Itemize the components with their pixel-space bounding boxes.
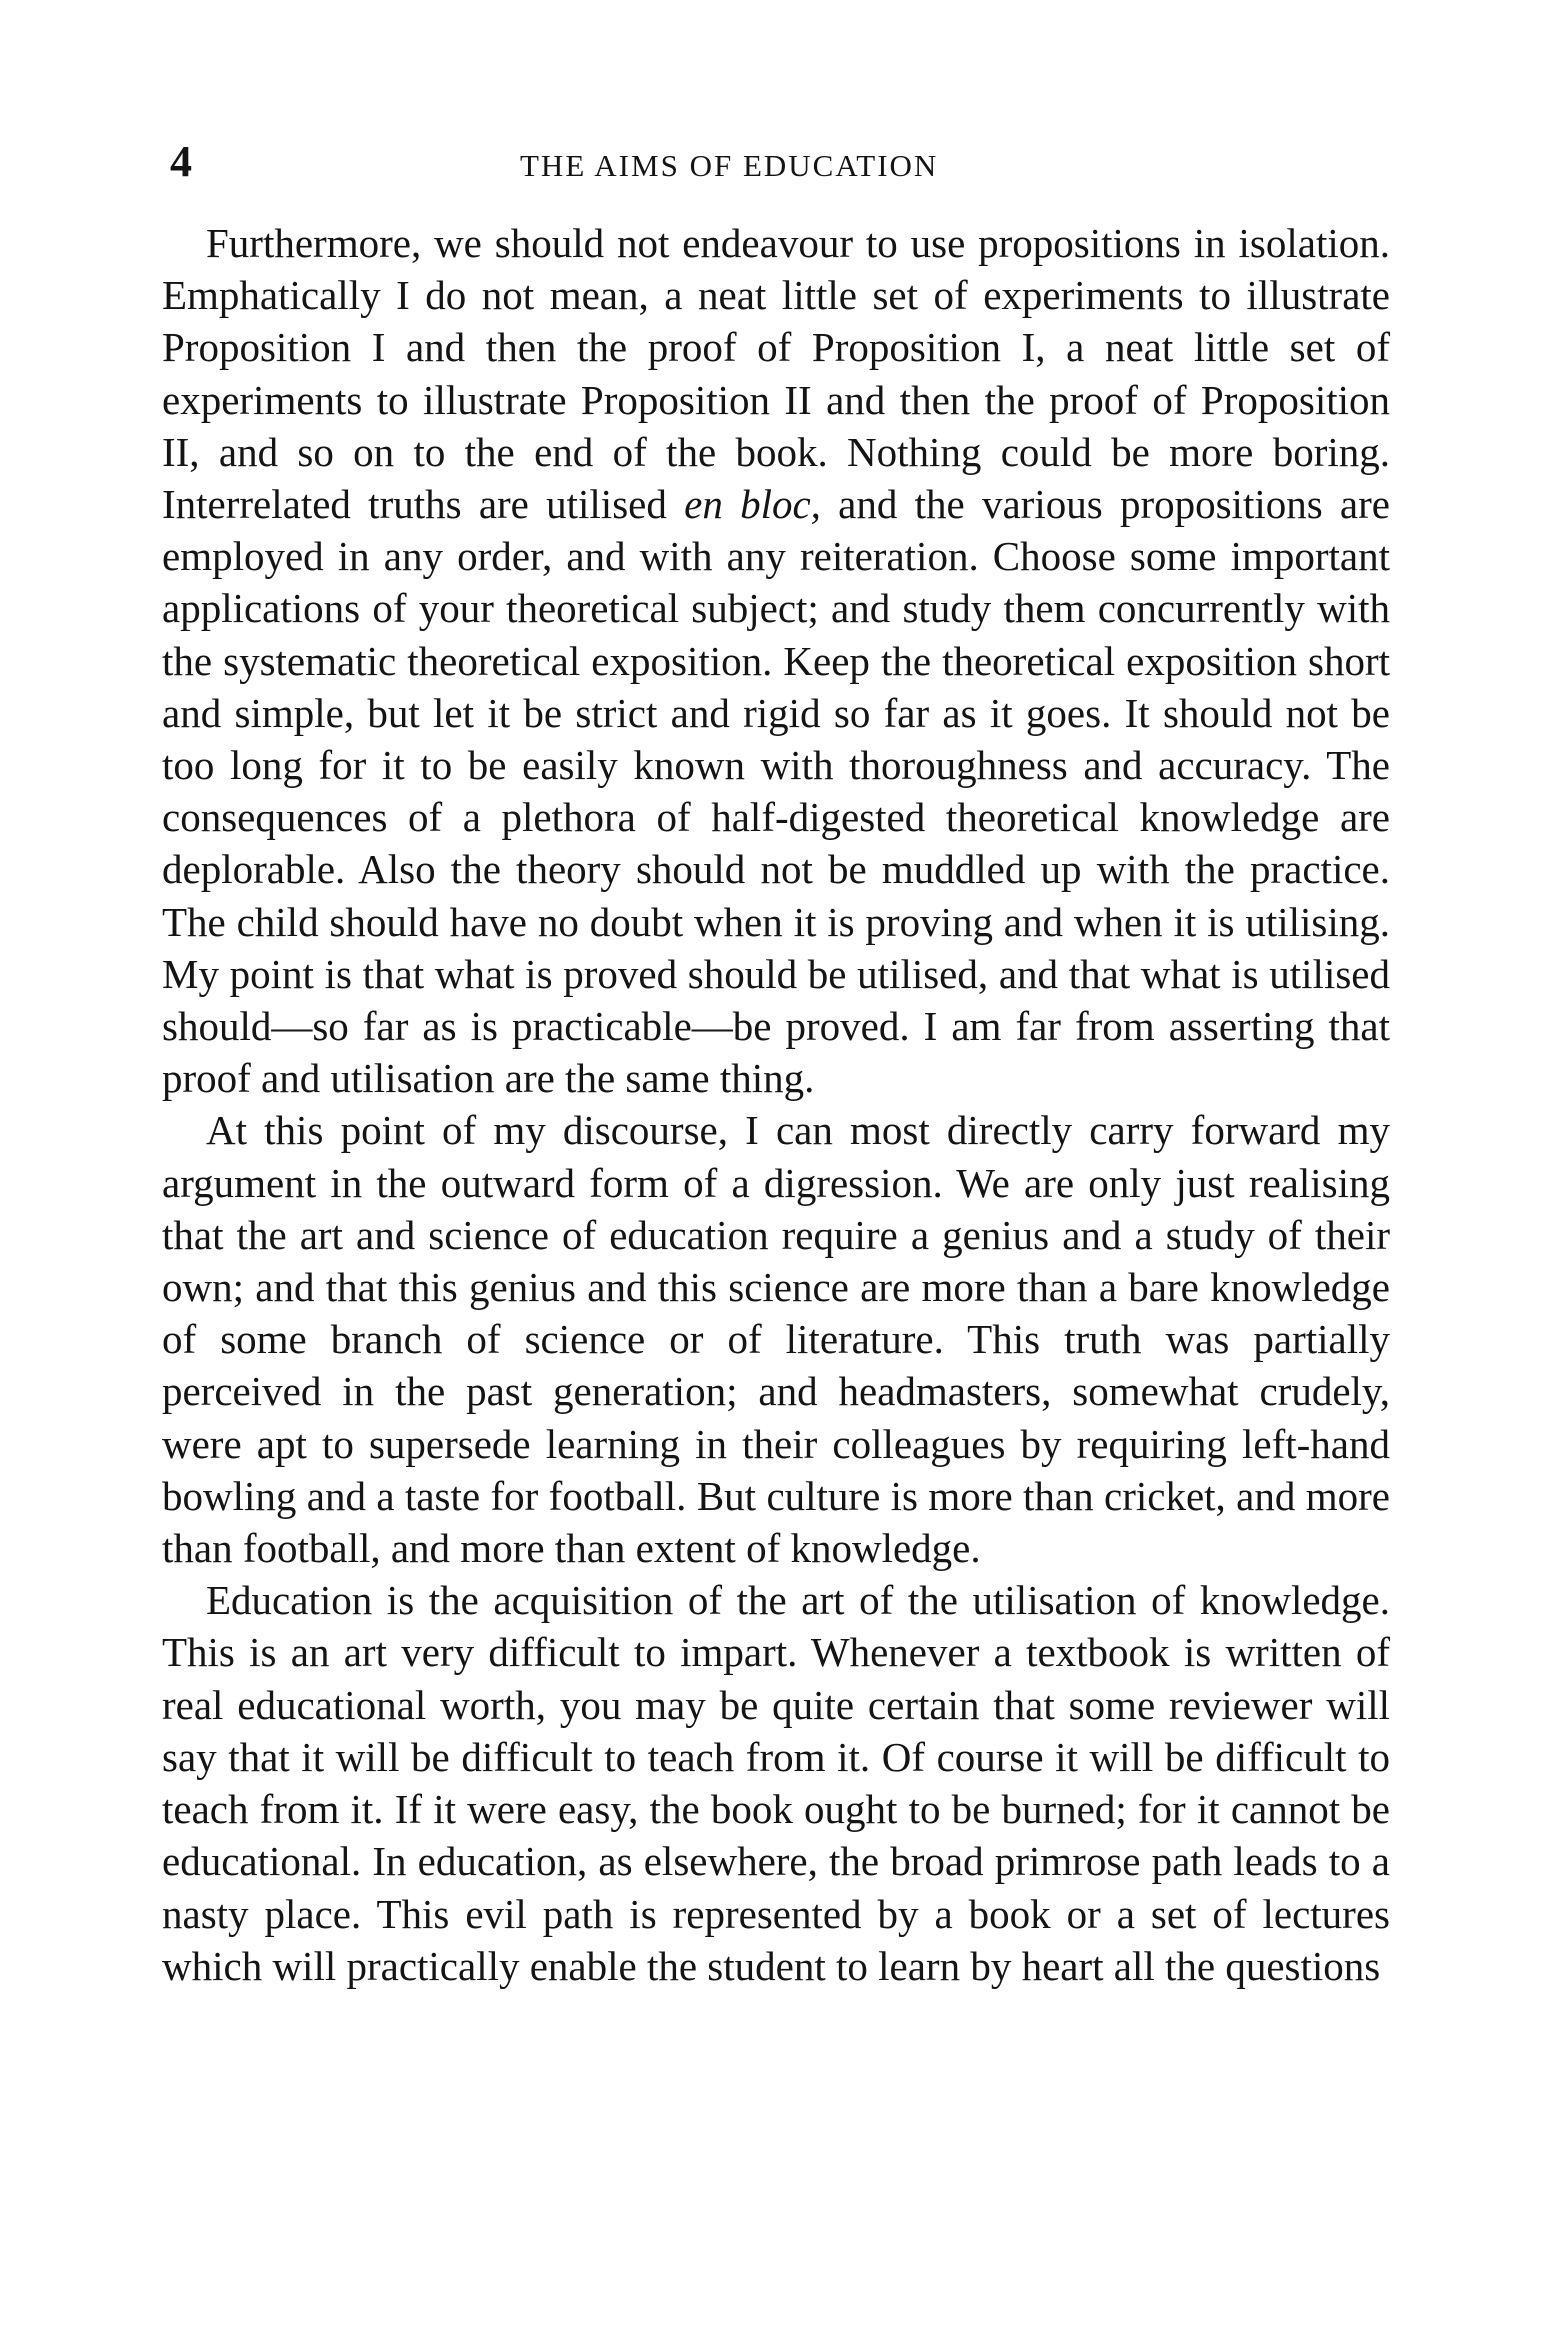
- paragraph-3: Education is the acquisition of the art of the utilisation of knowledge. This is an art very difficult to impart. Whenever a textbook is written of real educational worth, you may be quite certain that some reviewer will say that it will be difficult to teach from it. Of course it will be difficult to teach from it. If it were easy, the book ought to be burned; for it cannot be educational. In education, as elsewhere, the broad primrose path leads to a nasty place. This evil path is represented by a book or a set of lectures which will practically enable the student to learn by heart all the questions: [162, 1577, 1390, 1989]
- paragraph-2: At this point of my discourse, I can most directly carry forward my argument in the outward form of a digression. We are only just realising that the art and science of education require a genius and a study of their own; and that this genius and this science are more than a bare knowledge of some branch of science or of literature. This truth was partially perceived in the past generation; and headmasters, somewhat crudely, were apt to supersede learning in their colleagues by requiring left-hand bowling and a taste for football. But culture is more than cricket, and more than football, and more than extent of knowledge.: [162, 1107, 1390, 1572]
- paragraph-1: [162, 217, 1390, 1104]
- paragraph-1-italic: en bloc,: [684, 481, 821, 528]
- body-text: [162, 217, 1390, 1992]
- paragraph-1-text-b: and the various propositions are employed in any order, and with any reiteration. Choose some important applications of your theoretical subject; and study them concurrently with the systematic theoretical exposition. Keep the theoretical exposition short and simple, but let it be strict and rigid so far as it goes. It should not be too long for it to be easily known with thoroughness and accuracy. The consequences of a plethora of half-digested theoretical knowledge are deplorable. Also the theory should not be muddled up with the practice. The child should have no doubt when it is proving and when it is utilising. My point is that what is proved should be utilised, and that what is utilised should—so far as is practicable—be proved. I am far from asserting that proof and utilisation are the same thing.: [162, 481, 1390, 1102]
- page-number: 4: [170, 137, 192, 186]
- running-head: THE AIMS OF EDUCATION: [520, 148, 939, 183]
- paragraph-1-text-a: Furthermore, we should not endeavour to use propositions in isolation. Emphatically I do not mean, a neat little set of experiments to illustrate Proposition I and then the proof of Proposition I, a neat little set of experiments to illustrate Proposition II and then the proof of Proposition II, and so on to the end of the book. Nothing could be more boring. Interrelated truths are utilised: [162, 220, 1390, 528]
